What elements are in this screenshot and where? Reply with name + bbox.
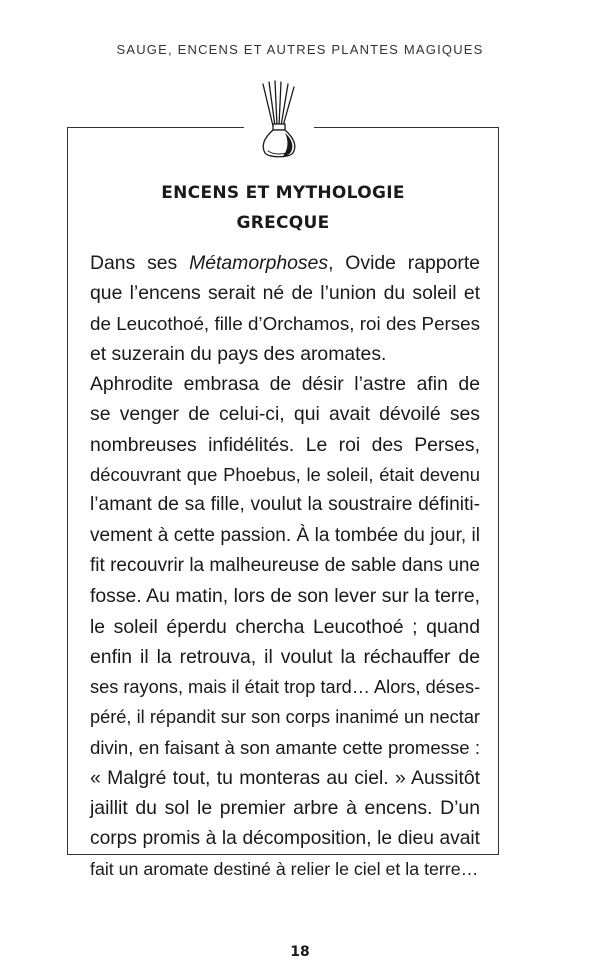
paragraph-line: nombreuses infidélités. Le roi des Perses, bbox=[90, 433, 480, 456]
incense-diffuser-icon bbox=[244, 78, 314, 166]
box-title-line: GRECQUE bbox=[236, 213, 330, 233]
running-header: SAUGE, ENCENS ET AUTRES PLANTES MAGIQUES bbox=[116, 42, 484, 57]
paragraph-line: et suzerain du pays des aromates. bbox=[90, 342, 387, 365]
page-number: 18 bbox=[290, 944, 310, 960]
paragraph-line bbox=[90, 248, 480, 278]
paragraph-line: de Leucothoé, fille d’Orchamos, roi des Perses bbox=[90, 312, 480, 334]
paragraph-line: divin, en faisant à son amante cette promesse : bbox=[90, 736, 480, 758]
paragraph-line: vement à cette passion. À la tombée du jour, il bbox=[90, 524, 480, 546]
paragraph-line: l’amant de sa fille, voulut la soustraire définiti- bbox=[90, 494, 480, 516]
paragraph-line: le soleil éperdu chercha Leucothoé ; quand bbox=[90, 615, 480, 638]
paragraph-line: enfin il la retrouva, il voulut la réchauffer de bbox=[90, 645, 480, 668]
paragraph-line: jaillit du sol le premier arbre à encens. D’un bbox=[90, 797, 480, 820]
paragraph-line: que l’encens serait né de l’union du soleil et bbox=[90, 282, 480, 305]
paragraph-line: se venger de celui-ci, qui avait dévoilé ses bbox=[90, 403, 480, 426]
book-title: Métamorphoses bbox=[189, 252, 329, 274]
box-title bbox=[67, 178, 499, 238]
text-run: , Ovide rapporte bbox=[328, 252, 480, 274]
paragraph-line: fit recouvrir la malheureuse de sable dans une bbox=[90, 554, 480, 576]
paragraph-line: fosse. Au matin, lors de son lever sur la terre, bbox=[90, 585, 480, 608]
paragraph-line: péré, il répandit sur son corps inanimé un nectar bbox=[90, 707, 480, 728]
paragraph-line: ses rayons, mais il était trop tard… Alors, déses- bbox=[90, 677, 481, 698]
paragraph-line: découvrant que Phoebus, le soleil, était devenu bbox=[90, 464, 480, 486]
paragraph-line: fait un aromate destiné à relier le ciel et la terre… bbox=[90, 858, 479, 879]
text-run: Dans ses bbox=[90, 252, 190, 274]
paragraph-line: corps promis à la décomposition, le dieu avait bbox=[90, 827, 480, 849]
box-title-line: ENCENS ET MYTHOLOGIE bbox=[161, 183, 405, 203]
paragraph-line: « Malgré tout, tu monteras au ciel. » Aussitôt bbox=[90, 767, 480, 790]
paragraph-line: Aphrodite embrasa de désir l’astre afin de bbox=[90, 373, 480, 396]
box-body-text bbox=[90, 248, 480, 884]
